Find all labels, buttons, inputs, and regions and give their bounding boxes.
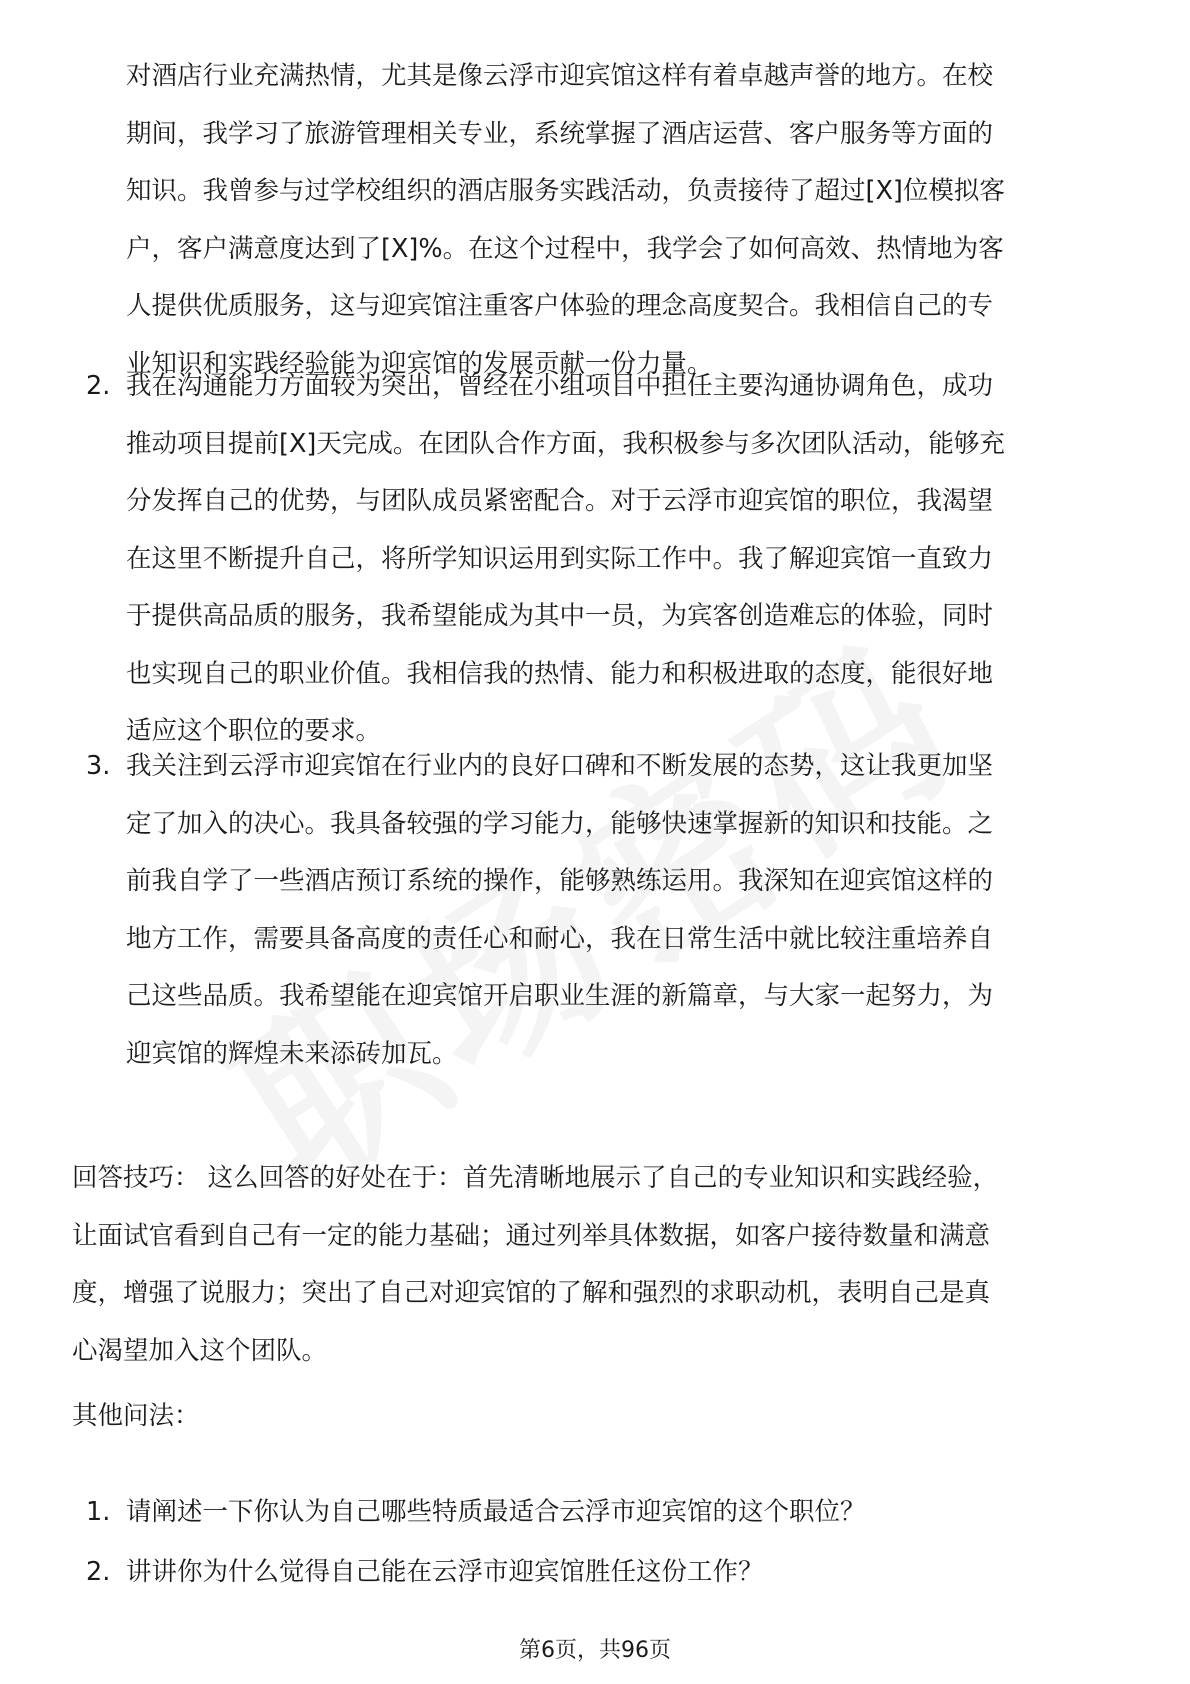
text-line: 地方工作，需要具备高度的责任心和耐心，我在日常生活中就比较注重培养自 <box>126 923 994 954</box>
text-line: 我关注到云浮市迎宾馆在行业内的良好口碑和不断发展的态势，这让我更加坚 <box>126 751 994 781</box>
other-questions-heading: 其他问法： <box>72 1401 200 1431</box>
text-line: 回答技巧： 这么回答的好处在于：首先清晰地展示了自己的专业知识和实践经验， <box>72 1163 999 1193</box>
answer-text <box>126 738 1116 1083</box>
text-line: 己这些品质。我希望能在迎宾馆开启职业生涯的新篇章，与大家一起努力，为 <box>126 981 994 1011</box>
text-line: 在这里不断提升自己，将所学知识运用到实际工作中。我了解迎宾馆一直致力 <box>126 543 994 574</box>
text-line: 业知识和实践经验能为迎宾馆的发展贡献一份力量。 <box>126 348 713 379</box>
question-text: 请阐述一下你认为自己哪些特质最适合云浮市迎宾馆的这个职位？ <box>126 1497 866 1527</box>
text-line: 也实现自己的职业价值。我相信我的热情、能力和积极进取的态度，能很好地 <box>126 658 994 689</box>
text-line: 让面试官看到自己有一定的能力基础；通过列举具体数据，如客户接待数量和满意 <box>72 1220 991 1251</box>
answer-item-1-continued <box>126 48 1116 393</box>
text-line: 迎宾馆的辉煌未来添砖加瓦。 <box>126 1038 458 1069</box>
text-line: 前我自学了一些酒店预订系统的操作，能够熟练运用。我深知在迎宾馆这样的 <box>126 866 994 896</box>
text-line: 知识。我曾参与过学校组织的酒店服务实践活动，负责接待了超过[X]位模拟客 <box>126 176 1005 206</box>
text-line: 对酒店行业充满热情，尤其是像云浮市迎宾馆这样有着卓越声誉的地方。在校 <box>126 61 994 91</box>
text-line: 于提供高品质的服务，我希望能成为其中一员，为宾客创造难忘的体验，同时 <box>126 601 994 631</box>
page-number-footer: 第6页，共96页 <box>519 1638 671 1663</box>
list-number: 1. <box>86 1497 111 1527</box>
answer-text <box>126 358 1116 761</box>
question-text-block <box>126 1484 1116 1542</box>
text-line: 人提供优质服务，这与迎宾馆注重客户体验的理念高度契合。我相信自己的专 <box>126 291 994 321</box>
answer-tips-paragraph <box>72 1150 1122 1380</box>
list-number: 2. <box>86 1557 111 1587</box>
question-text: 讲讲你为什么觉得自己能在云浮市迎宾馆胜任这份工作？ <box>126 1557 764 1587</box>
question-text-block <box>126 1544 1116 1602</box>
text-line: 期间，我学习了旅游管理相关专业，系统掌握了酒店运营、客户服务等方面的 <box>126 118 994 149</box>
text-line: 定了加入的决心。我具备较强的学习能力，能够快速掌握新的知识和技能。之 <box>126 808 994 839</box>
text-line: 推动项目提前[X]天完成。在团队合作方面，我积极参与多次团队活动，能够充 <box>126 428 1005 459</box>
text-line: 我在沟通能力方面较为突出，曾经在小组项目中担任主要沟通协调角色，成功 <box>126 371 994 401</box>
text-line: 度，增强了说服力；突出了自己对迎宾馆的了解和强烈的求职动机，表明自己是真 <box>72 1278 991 1308</box>
text-line: 分发挥自己的优势，与团队成员紧密配合。对于云浮市迎宾馆的职位，我渴望 <box>126 486 994 516</box>
text-line: 适应这个职位的要求。 <box>126 716 382 746</box>
list-number: 3. <box>86 751 111 781</box>
other-questions-heading-block <box>72 1388 1122 1446</box>
text-line: 户，客户满意度达到了[X]%。在这个过程中，我学会了如何高效、热情地为客 <box>126 233 1004 264</box>
text-line: 心渴望加入这个团队。 <box>72 1335 328 1366</box>
list-number: 2. <box>86 371 111 401</box>
